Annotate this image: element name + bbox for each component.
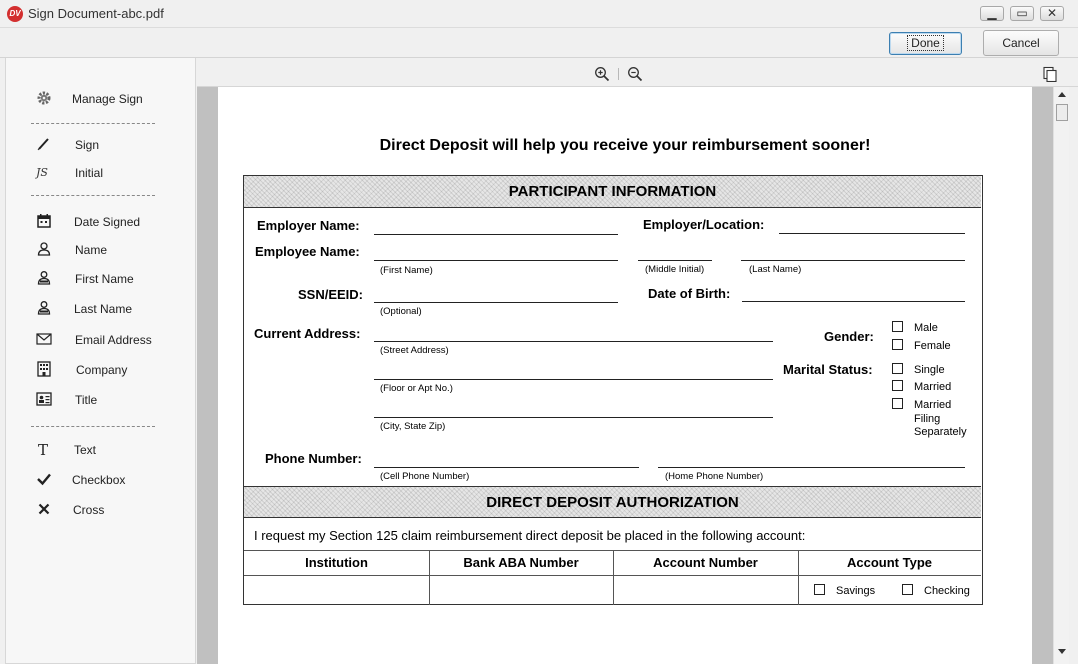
check-icon xyxy=(35,470,53,488)
minimize-icon: ▁ xyxy=(987,6,997,20)
married-filing-separately-checkbox[interactable] xyxy=(892,398,903,409)
sidebar-item-label: Checkbox xyxy=(72,473,126,487)
window-right-edge xyxy=(1069,87,1078,664)
checking-checkbox[interactable] xyxy=(902,584,913,595)
optional-hint: (Optional) xyxy=(380,306,422,317)
text-icon xyxy=(35,440,53,458)
home-phone-hint: (Home Phone Number) xyxy=(665,471,764,482)
single-checkbox[interactable] xyxy=(892,363,903,374)
sidebar-item-label: Text xyxy=(74,443,97,457)
street-address-hint: (Street Address) xyxy=(380,345,449,356)
minimize-button[interactable] xyxy=(980,6,1004,21)
sidebar-item-label: Title xyxy=(75,393,98,407)
viewer-toolbar xyxy=(197,58,1078,87)
sidebar-item-label: Last Name xyxy=(74,302,133,316)
sidebar-item-label: First Name xyxy=(75,272,134,286)
zoom-out-icon[interactable] xyxy=(627,66,643,82)
scroll-down-icon[interactable] xyxy=(1058,649,1066,655)
savings-checkbox[interactable] xyxy=(814,584,825,595)
svg-text:JS: JS xyxy=(36,166,48,179)
vertical-scrollbar[interactable] xyxy=(1053,87,1069,664)
middle-initial-line xyxy=(638,260,712,261)
employee-name-label: Employee Name: xyxy=(255,244,360,259)
done-label: Done xyxy=(908,36,943,50)
checking-option-label: Checking xyxy=(924,585,970,597)
sidebar-divider xyxy=(31,426,155,427)
sidebar-item-label: Sign xyxy=(75,138,100,152)
floor-apt-hint: (Floor or Apt No.) xyxy=(380,383,453,394)
sidebar-item-label: Cross xyxy=(73,503,105,517)
svg-text:T: T xyxy=(38,441,49,458)
document-viewport[interactable] xyxy=(197,87,1053,664)
institution-header: Institution xyxy=(305,555,368,570)
form-box xyxy=(243,175,983,605)
title-bar xyxy=(0,0,1078,28)
ssn-label: SSN/EEID: xyxy=(298,287,364,302)
zoom-divider xyxy=(618,68,619,80)
sidebar-item-last-name[interactable] xyxy=(6,297,195,321)
envelope-icon xyxy=(35,330,53,348)
copy-pages-icon[interactable] xyxy=(1042,66,1058,82)
married-checkbox[interactable] xyxy=(892,380,903,391)
sidebar-item-date-signed[interactable] xyxy=(6,210,195,234)
maximize-icon: ▭ xyxy=(1016,6,1028,20)
maximize-button[interactable] xyxy=(1010,6,1034,21)
cancel-button[interactable]: Cancel xyxy=(983,30,1059,56)
married-filing-label-line2: Filing xyxy=(914,413,941,425)
ssn-line xyxy=(374,302,618,303)
male-checkbox[interactable] xyxy=(892,321,903,332)
current-address-label: Current Address: xyxy=(254,326,361,341)
married-filing-label-line3: Separately xyxy=(914,426,967,438)
phone-number-label: Phone Number: xyxy=(265,451,362,466)
sidebar-item-label: Email Address xyxy=(75,333,152,347)
sidebar-item-manage-sign[interactable] xyxy=(6,87,195,111)
employer-location-label: Employer/Location: xyxy=(643,217,765,232)
male-option-label: Male xyxy=(914,322,938,334)
sidebar-item-initial[interactable] xyxy=(6,161,195,185)
sidebar-item-company[interactable] xyxy=(6,358,195,382)
employer-name-line xyxy=(374,234,618,235)
sidebar-item-label: Initial xyxy=(75,166,104,180)
first-name-line xyxy=(374,260,618,261)
pdf-page[interactable] xyxy=(218,87,1032,664)
city-state-zip-line xyxy=(374,417,773,418)
sidebar-item-label: Company xyxy=(76,363,128,377)
person-lock-icon xyxy=(35,299,53,317)
close-icon: ✕ xyxy=(1046,6,1058,20)
id-card-icon xyxy=(35,390,53,408)
request-text: I request my Section 125 claim reimbursement direct deposit be placed in the following account: xyxy=(254,528,806,543)
zoom-in-icon[interactable] xyxy=(594,66,610,82)
first-name-hint: (First Name) xyxy=(380,265,433,276)
scrollbar-thumb[interactable] xyxy=(1056,104,1068,121)
close-button[interactable] xyxy=(1040,6,1064,21)
top-toolbar xyxy=(0,28,1078,58)
calendar-icon xyxy=(35,212,53,230)
dob-label: Date of Birth: xyxy=(648,286,731,301)
sign-fields-sidebar xyxy=(5,58,196,664)
middle-initial-hint: (Middle Initial) xyxy=(645,264,705,275)
savings-option-label: Savings xyxy=(836,585,876,597)
cross-icon xyxy=(35,500,53,518)
app-logo-icon: DV xyxy=(7,6,23,22)
account-type-header: Account Type xyxy=(847,555,932,570)
cell-phone-hint: (Cell Phone Number) xyxy=(380,471,470,482)
cell-phone-line xyxy=(374,467,639,468)
sidebar-item-label: Date Signed xyxy=(74,215,141,229)
sidebar-item-email-address[interactable] xyxy=(6,328,195,352)
sidebar-item-checkbox[interactable] xyxy=(6,468,195,492)
sidebar-divider xyxy=(31,195,155,196)
sidebar-item-text[interactable] xyxy=(6,438,195,462)
person-lock-icon xyxy=(35,269,53,287)
done-button[interactable] xyxy=(889,32,962,55)
participant-section-header: PARTICIPANT INFORMATION xyxy=(244,176,981,208)
window-title: Sign Document-abc.pdf xyxy=(28,6,164,21)
gender-label: Gender: xyxy=(824,329,874,344)
bank-aba-header: Bank ABA Number xyxy=(463,555,579,570)
home-phone-line xyxy=(658,467,965,468)
person-icon xyxy=(35,240,53,258)
sidebar-item-label: Name xyxy=(75,243,108,257)
account-number-header: Account Number xyxy=(653,555,758,570)
initial-icon xyxy=(35,163,53,181)
sidebar-divider xyxy=(31,123,155,124)
sidebar-item-first-name[interactable] xyxy=(6,267,195,291)
employer-location-line xyxy=(779,233,965,234)
sidebar-item-cross[interactable] xyxy=(6,498,195,522)
scroll-up-icon[interactable] xyxy=(1058,91,1066,97)
deposit-section-header: DIRECT DEPOSIT AUTHORIZATION xyxy=(244,486,981,518)
married-filing-label-line1: Married xyxy=(914,399,952,411)
sidebar-item-label: Manage Sign xyxy=(72,92,143,106)
dob-line xyxy=(742,301,965,302)
female-checkbox[interactable] xyxy=(892,339,903,350)
sidebar-item-sign[interactable] xyxy=(6,133,195,157)
gear-icon xyxy=(35,89,53,107)
employer-name-label: Employer Name: xyxy=(257,218,360,233)
sidebar-item-title[interactable] xyxy=(6,388,195,412)
married-option-label: Married xyxy=(914,381,952,393)
single-option-label: Single xyxy=(914,364,945,376)
female-option-label: Female xyxy=(914,340,951,352)
sidebar-item-name[interactable] xyxy=(6,238,195,262)
form-heading: Direct Deposit will help you receive your reimbursement sooner! xyxy=(379,137,871,154)
street-address-line xyxy=(374,341,773,342)
building-icon xyxy=(35,360,53,378)
city-state-zip-hint: (City, State Zip) xyxy=(380,421,446,432)
floor-apt-line xyxy=(374,379,773,380)
marital-status-label: Marital Status: xyxy=(783,362,873,377)
last-name-line xyxy=(741,260,965,261)
pen-icon xyxy=(35,135,53,153)
last-name-hint: (Last Name) xyxy=(749,264,802,275)
